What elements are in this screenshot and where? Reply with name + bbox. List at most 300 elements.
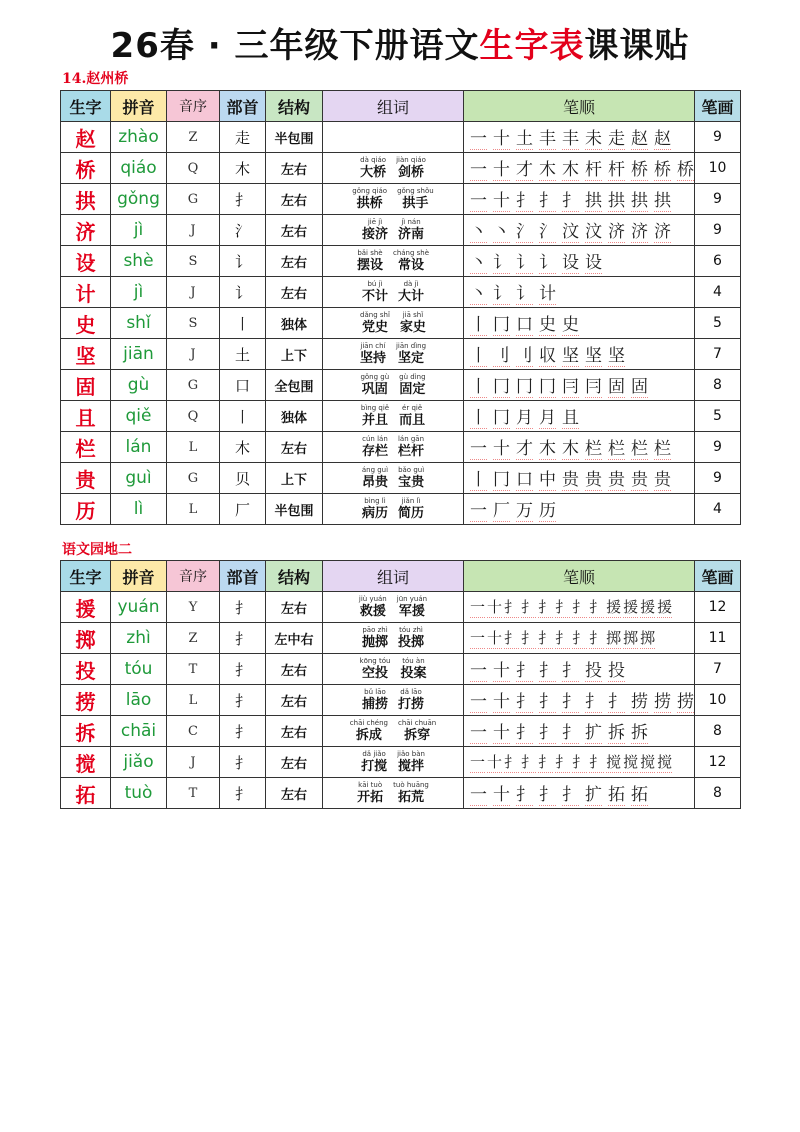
stroke-step: 扌 xyxy=(516,186,533,212)
stroke-step: 投 xyxy=(585,656,602,682)
cell-structure: 左右 xyxy=(266,778,323,809)
word-item xyxy=(400,658,426,680)
table-row xyxy=(61,308,741,339)
cell-radical: 口 xyxy=(220,370,266,401)
cell-words xyxy=(323,277,464,308)
stroke-step: 赵 xyxy=(654,124,671,150)
cell-structure: 上下 xyxy=(266,463,323,494)
stroke-step: 扌 xyxy=(538,629,554,647)
stroke-step: 栏 xyxy=(631,434,648,460)
word-pinyin: jūn yuán xyxy=(396,595,428,603)
header-strokes: 笔顺 xyxy=(464,91,695,122)
cell-stroke-order xyxy=(464,401,695,432)
stroke-sequence xyxy=(464,627,694,649)
cell-stroke-count: 9 xyxy=(695,463,741,494)
stroke-step: 且 xyxy=(562,403,579,429)
character-table-lesson-14 xyxy=(60,90,741,525)
stroke-step: 収 xyxy=(539,341,556,367)
stroke-step: 捞 xyxy=(654,687,671,713)
stroke-step: 扌 xyxy=(516,687,533,713)
cell-character: 捞 xyxy=(61,685,111,716)
header-pinyin: 拼音 xyxy=(111,91,167,122)
cell-structure: 左右 xyxy=(266,685,323,716)
cell-character: 搅 xyxy=(61,747,111,778)
cell-phonetic-order: S xyxy=(167,308,220,339)
cell-phonetic-order: J xyxy=(167,339,220,370)
cell-stroke-count: 5 xyxy=(695,308,741,339)
word-list xyxy=(323,157,463,179)
header-count: 笔画 xyxy=(695,561,741,592)
table-row xyxy=(61,246,741,277)
cell-radical: 扌 xyxy=(220,184,266,215)
cell-structure: 左右 xyxy=(266,153,323,184)
word-list xyxy=(323,219,463,241)
word-item xyxy=(362,436,388,458)
stroke-step: 济 xyxy=(654,217,671,243)
stroke-step: 扌 xyxy=(521,629,537,647)
word-item xyxy=(362,281,388,303)
stroke-step: 扌 xyxy=(504,598,520,616)
cell-structure: 上下 xyxy=(266,339,323,370)
word-pinyin: dǎ jiǎo xyxy=(362,750,386,758)
stroke-step: 汶 xyxy=(562,217,579,243)
cell-pinyin: lāo xyxy=(111,685,167,716)
stroke-step: 一 xyxy=(470,598,486,616)
cell-stroke-order xyxy=(464,592,695,623)
cell-words xyxy=(323,370,464,401)
word-text: 不计 xyxy=(361,289,388,304)
stroke-step: 拆 xyxy=(631,718,648,744)
word-item xyxy=(399,374,425,396)
word-pinyin: lán gān xyxy=(397,435,425,443)
stroke-step: 贵 xyxy=(654,465,671,491)
cell-radical: 土 xyxy=(220,339,266,370)
stroke-step: 贵 xyxy=(585,465,602,491)
stroke-step: 中 xyxy=(539,465,556,491)
word-pinyin: dǎng shǐ xyxy=(360,311,390,319)
cell-radical: 扌 xyxy=(220,685,266,716)
cell-pinyin: guì xyxy=(111,463,167,494)
word-list xyxy=(323,782,463,804)
stroke-step: 冂 xyxy=(493,372,510,398)
cell-radical: 木 xyxy=(220,432,266,463)
header-char: 生字 xyxy=(61,561,111,592)
cell-stroke-order xyxy=(464,246,695,277)
stroke-step: 丰 xyxy=(539,124,556,150)
word-text: 坚定 xyxy=(398,351,425,366)
stroke-step: 走 xyxy=(608,124,625,150)
word-pinyin: gǒng qiáo xyxy=(352,187,388,195)
word-pinyin: kōng tóu xyxy=(359,657,391,665)
cell-words xyxy=(323,246,464,277)
stroke-step: 桥 xyxy=(631,155,648,181)
word-item xyxy=(398,689,424,711)
cell-pinyin: jiān xyxy=(111,339,167,370)
word-list xyxy=(323,250,463,272)
cell-pinyin: zhì xyxy=(111,623,167,654)
cell-phonetic-order: S xyxy=(167,246,220,277)
stroke-step: 口 xyxy=(516,465,533,491)
cell-structure: 独体 xyxy=(266,308,323,339)
cell-radical: 扌 xyxy=(220,778,266,809)
cell-stroke-order xyxy=(464,122,695,153)
word-list xyxy=(323,436,463,458)
word-text: 空投 xyxy=(361,666,388,681)
header-order: 音序 xyxy=(167,561,220,592)
word-pinyin: tóu zhì xyxy=(399,626,423,634)
stroke-step: 坚 xyxy=(608,341,625,367)
stroke-step: 万 xyxy=(516,496,533,522)
word-pinyin: chāi chuān xyxy=(398,719,437,727)
word-item xyxy=(398,219,424,241)
cell-words xyxy=(323,308,464,339)
stroke-sequence xyxy=(464,124,694,150)
stroke-step: 丶 xyxy=(470,217,487,243)
word-item xyxy=(357,250,383,272)
stroke-sequence xyxy=(464,596,694,618)
cell-stroke-count: 10 xyxy=(695,153,741,184)
stroke-step: 扩 xyxy=(585,718,602,744)
word-text: 摆设 xyxy=(356,258,383,273)
cell-words xyxy=(323,778,464,809)
stroke-step: 扌 xyxy=(562,656,579,682)
cell-stroke-count: 6 xyxy=(695,246,741,277)
cell-stroke-order xyxy=(464,153,695,184)
stroke-step: 讠 xyxy=(516,248,533,274)
section-title-lesson-14: 14.赵州桥 xyxy=(62,71,129,87)
word-item xyxy=(362,467,388,489)
table-row xyxy=(61,122,741,153)
stroke-step: 拓 xyxy=(631,780,648,806)
stroke-step: 援 xyxy=(640,598,656,616)
stroke-step: 济 xyxy=(631,217,648,243)
stroke-sequence xyxy=(464,656,694,682)
stroke-step: 掷 xyxy=(640,629,656,647)
stroke-step: 一 xyxy=(470,124,487,150)
stroke-step: 扌 xyxy=(538,598,554,616)
cell-phonetic-order: Y xyxy=(167,592,220,623)
cell-stroke-count: 9 xyxy=(695,184,741,215)
word-item xyxy=(397,188,434,210)
word-item xyxy=(360,658,391,680)
table-row xyxy=(61,685,741,716)
cell-stroke-order xyxy=(464,716,695,747)
cell-structure: 左中右 xyxy=(266,623,323,654)
stroke-step: 十 xyxy=(487,753,503,771)
cell-stroke-order xyxy=(464,339,695,370)
stroke-step: 十 xyxy=(487,598,503,616)
stroke-step: 扌 xyxy=(562,186,579,212)
word-text: 打捞 xyxy=(398,697,425,712)
cell-character: 计 xyxy=(61,277,111,308)
cell-stroke-order xyxy=(464,277,695,308)
stroke-step: 一 xyxy=(470,656,487,682)
stroke-step: 丰 xyxy=(562,124,579,150)
stroke-step: 木 xyxy=(562,434,579,460)
stroke-step: 一 xyxy=(470,753,486,771)
word-pinyin: bú jì xyxy=(367,280,383,288)
stroke-step: 扌 xyxy=(585,687,602,713)
word-text: 军援 xyxy=(398,604,425,619)
stroke-step: 扌 xyxy=(516,718,533,744)
stroke-step: 栏 xyxy=(585,434,602,460)
stroke-step: 拱 xyxy=(585,186,602,212)
cell-character: 坚 xyxy=(61,339,111,370)
stroke-step: 丨 xyxy=(470,372,487,398)
stroke-step: 一 xyxy=(470,434,487,460)
cell-radical: 扌 xyxy=(220,654,266,685)
word-text: 拆成 xyxy=(355,728,382,743)
table-row xyxy=(61,184,741,215)
cell-words xyxy=(323,592,464,623)
stroke-step: 一 xyxy=(470,155,487,181)
stroke-step: 栏 xyxy=(608,434,625,460)
header-strokes: 笔顺 xyxy=(464,561,695,592)
word-text: 剑桥 xyxy=(397,165,424,180)
word-text: 投案 xyxy=(400,666,427,681)
cell-stroke-order xyxy=(464,654,695,685)
cell-phonetic-order: G xyxy=(167,463,220,494)
title-prefix: 26春 · 三年级下册语文 xyxy=(110,26,480,66)
word-text: 昂贵 xyxy=(361,475,388,490)
cell-structure: 左右 xyxy=(266,654,323,685)
cell-phonetic-order: G xyxy=(167,370,220,401)
stroke-step: 扌 xyxy=(521,598,537,616)
stroke-sequence xyxy=(464,372,694,398)
word-list xyxy=(323,188,463,210)
word-list xyxy=(323,343,463,365)
word-text: 开拓 xyxy=(357,790,384,805)
word-list xyxy=(323,467,463,489)
cell-words xyxy=(323,685,464,716)
table-row xyxy=(61,654,741,685)
cell-stroke-order xyxy=(464,494,695,525)
cell-radical: 扌 xyxy=(220,592,266,623)
word-text: 打搅 xyxy=(361,759,388,774)
stroke-step: 十 xyxy=(493,780,510,806)
word-text: 病历 xyxy=(361,506,388,521)
cell-structure: 全包围 xyxy=(266,370,323,401)
table-row xyxy=(61,623,741,654)
stroke-step: 讠 xyxy=(539,248,556,274)
cell-structure: 左右 xyxy=(266,432,323,463)
cell-character: 且 xyxy=(61,401,111,432)
cell-stroke-count: 10 xyxy=(695,685,741,716)
cell-phonetic-order: L xyxy=(167,432,220,463)
stroke-sequence xyxy=(464,155,694,181)
word-pinyin: jiǎo bàn xyxy=(397,750,425,758)
stroke-step: 刂 xyxy=(493,341,510,367)
cell-stroke-count: 8 xyxy=(695,370,741,401)
word-item xyxy=(362,627,388,649)
word-item xyxy=(399,405,425,427)
stroke-step: 木 xyxy=(539,155,556,181)
cell-phonetic-order: Q xyxy=(167,153,220,184)
cell-phonetic-order: Z xyxy=(167,122,220,153)
table-row xyxy=(61,215,741,246)
stroke-step: 计 xyxy=(539,279,556,305)
word-text: 大计 xyxy=(398,289,425,304)
word-item xyxy=(359,596,387,618)
stroke-step: 栏 xyxy=(654,434,671,460)
word-text: 巩固 xyxy=(361,382,388,397)
word-pinyin: cún lán xyxy=(362,435,388,443)
stroke-step: 扌 xyxy=(572,753,588,771)
stroke-step: 扌 xyxy=(572,598,588,616)
word-item xyxy=(360,157,386,179)
cell-words xyxy=(323,215,464,246)
word-pinyin: jiē jì xyxy=(367,218,383,226)
table-row xyxy=(61,716,741,747)
word-list xyxy=(323,689,463,711)
stroke-step: 固 xyxy=(608,372,625,398)
stroke-step: 固 xyxy=(631,372,648,398)
cell-stroke-count: 9 xyxy=(695,122,741,153)
cell-stroke-order xyxy=(464,215,695,246)
table-row xyxy=(61,277,741,308)
table-row xyxy=(61,463,741,494)
cell-structure: 左右 xyxy=(266,592,323,623)
table-row xyxy=(61,339,741,370)
stroke-step: 掷 xyxy=(606,629,622,647)
stroke-step: 木 xyxy=(562,155,579,181)
stroke-step: 援 xyxy=(657,598,673,616)
stroke-sequence xyxy=(464,403,694,429)
stroke-sequence xyxy=(464,279,694,305)
cell-structure: 左右 xyxy=(266,246,323,277)
word-item xyxy=(350,720,388,742)
word-pinyin: cháng shè xyxy=(392,249,430,257)
stroke-step: 讠 xyxy=(493,279,510,305)
stroke-step: 扌 xyxy=(504,629,520,647)
header-radical: 部首 xyxy=(220,91,266,122)
cell-pinyin: gù xyxy=(111,370,167,401)
word-pinyin: jiù yuán xyxy=(358,595,387,603)
cell-stroke-order xyxy=(464,463,695,494)
cell-stroke-order xyxy=(464,623,695,654)
cell-stroke-order xyxy=(464,432,695,463)
stroke-step: 历 xyxy=(539,496,556,522)
cell-character: 投 xyxy=(61,654,111,685)
word-pinyin: bǎi shè xyxy=(357,249,383,257)
word-pinyin: dà qiáo xyxy=(360,156,387,164)
stroke-step: 丶 xyxy=(470,279,487,305)
table-row xyxy=(61,401,741,432)
stroke-step: 拆 xyxy=(608,718,625,744)
cell-pinyin: yuán xyxy=(111,592,167,623)
stroke-step: 十 xyxy=(493,687,510,713)
cell-stroke-order xyxy=(464,747,695,778)
stroke-sequence xyxy=(464,718,694,744)
word-list xyxy=(323,312,463,334)
word-text: 坚持 xyxy=(359,351,386,366)
stroke-step: 桥 xyxy=(654,155,671,181)
stroke-step: 扌 xyxy=(562,780,579,806)
cell-character: 赵 xyxy=(61,122,111,153)
word-pinyin: bǔ lāo xyxy=(364,688,386,696)
cell-stroke-order xyxy=(464,308,695,339)
word-text: 大桥 xyxy=(360,165,387,180)
table-header-row xyxy=(61,91,741,122)
word-text: 简历 xyxy=(398,506,425,521)
cell-pinyin: lán xyxy=(111,432,167,463)
header-words: 组词 xyxy=(323,561,464,592)
word-text: 救援 xyxy=(359,604,386,619)
word-item xyxy=(398,627,424,649)
stroke-step: 扌 xyxy=(516,780,533,806)
stroke-step: 未 xyxy=(585,124,602,150)
stroke-step: 氵 xyxy=(516,217,533,243)
page-title xyxy=(0,18,800,67)
stroke-step: 一 xyxy=(470,496,487,522)
cell-stroke-count: 8 xyxy=(695,778,741,809)
stroke-step: 援 xyxy=(623,598,639,616)
stroke-step: 拱 xyxy=(631,186,648,212)
stroke-step: 扌 xyxy=(589,598,605,616)
stroke-step: 月 xyxy=(516,403,533,429)
cell-words xyxy=(323,747,464,778)
stroke-step: 拱 xyxy=(654,186,671,212)
stroke-step: 扌 xyxy=(539,656,556,682)
cell-words xyxy=(323,463,464,494)
word-list xyxy=(323,627,463,649)
cell-stroke-count: 5 xyxy=(695,401,741,432)
cell-structure: 左右 xyxy=(266,716,323,747)
cell-character: 援 xyxy=(61,592,111,623)
word-list xyxy=(323,374,463,396)
cell-words xyxy=(323,494,464,525)
word-item xyxy=(398,720,436,742)
cell-radical: 扌 xyxy=(220,747,266,778)
stroke-sequence xyxy=(464,186,694,212)
cell-character: 拆 xyxy=(61,716,111,747)
stroke-step: 汶 xyxy=(585,217,602,243)
word-pinyin: tóu àn xyxy=(402,657,425,665)
cell-character: 拓 xyxy=(61,778,111,809)
stroke-sequence xyxy=(464,751,694,773)
stroke-step: 冃 xyxy=(562,372,579,398)
word-text: 存栏 xyxy=(361,444,388,459)
stroke-step: 扌 xyxy=(538,753,554,771)
cell-radical: 扌 xyxy=(220,716,266,747)
stroke-step: 搅 xyxy=(640,753,656,771)
word-item xyxy=(398,281,424,303)
stroke-step: 扌 xyxy=(555,629,571,647)
stroke-step: 氵 xyxy=(539,217,556,243)
cell-stroke-count: 7 xyxy=(695,339,741,370)
cell-pinyin: shǐ xyxy=(111,308,167,339)
word-pinyin: dǎ lāo xyxy=(400,688,422,696)
stroke-step: 捞 xyxy=(631,687,648,713)
cell-phonetic-order: Q xyxy=(167,401,220,432)
stroke-step: 杆 xyxy=(585,155,602,181)
stroke-step: 杆 xyxy=(608,155,625,181)
word-item xyxy=(361,405,389,427)
cell-stroke-count: 7 xyxy=(695,654,741,685)
cell-character: 设 xyxy=(61,246,111,277)
stroke-step: 一 xyxy=(470,186,487,212)
stroke-step: 丨 xyxy=(470,341,487,367)
stroke-step: 一 xyxy=(470,780,487,806)
stroke-step: 扌 xyxy=(521,753,537,771)
stroke-step: 扌 xyxy=(562,718,579,744)
stroke-step: 扌 xyxy=(539,780,556,806)
cell-pinyin: qiě xyxy=(111,401,167,432)
word-list xyxy=(323,658,463,680)
cell-structure: 半包围 xyxy=(266,122,323,153)
word-item xyxy=(360,343,386,365)
stroke-step: 坚 xyxy=(585,341,602,367)
